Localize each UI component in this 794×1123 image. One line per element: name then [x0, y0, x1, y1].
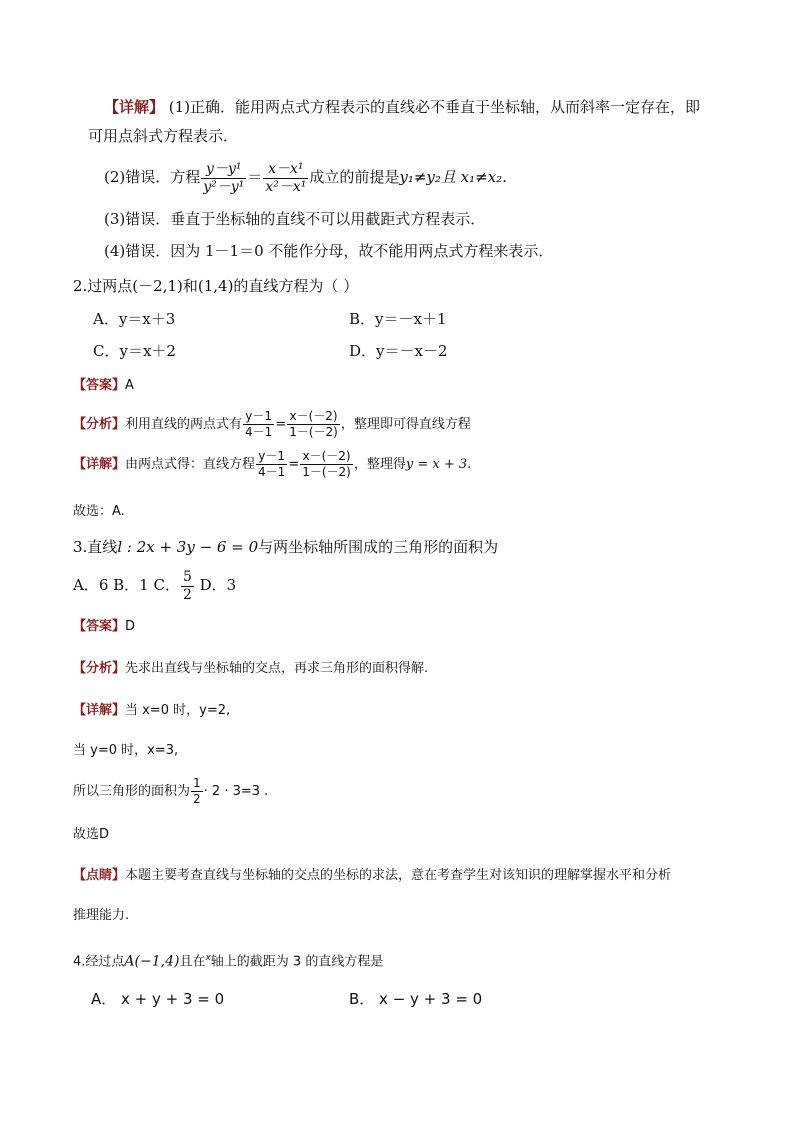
q3-analysis: 【分析】先求出直线与坐标轴的交点，再求三角形的面积得解. [73, 661, 429, 676]
detail1-line1 [104, 97, 700, 117]
q4-option-b[interactable]: B． x − y + 3 = 0 [349, 990, 483, 1008]
q3-options [73, 568, 236, 604]
q2-detail: 【详解】由两点式得：直线方程 $\frac{y-1}{4-1}$ = $\frac{x-(-2)}{1-(-2)}$ ，整理得y = x + 3. [73, 449, 472, 479]
condition-text: y₁≠y₂且 x₁≠x₂. [399, 168, 507, 186]
fraction: $\frac{\text{x－x¹}}{\text{x²－x¹}}$ [265, 160, 307, 195]
q2-stem: 2.过两点(－2,1)和(1,4)的直线方程为（ ） [73, 277, 359, 295]
q3-detail-1: 【详解】当 x=0 时，y=2, [73, 703, 231, 718]
fraction: $\frac{y-1}{4-1}$ [258, 449, 286, 479]
q2-option-d[interactable]: D．y＝－x－2 [349, 342, 448, 360]
q3-option-d[interactable]: D．3 [194, 576, 237, 594]
q3-stem: 3.直线l : 2x + 3y − 6 = 0与两坐标轴所围成的三角形的面积为 [73, 538, 499, 556]
detail1-line3 [104, 209, 485, 229]
detail1-line4 [104, 241, 553, 261]
detail-text: (2)错误．方程 [104, 168, 201, 186]
detail-label: 【详解】 [104, 98, 165, 116]
detail1-line2: (2)错误．方程 $\frac{\text{y－y¹}}{\text{y²－y¹}}$ ＝ $\frac{\text{x－x¹}}{\text{x²－x¹}}$ 成立的前提是y₁≠y₂且 x₁≠x₂. [104, 160, 507, 195]
detail-text: 可用点斜式方程表示． [88, 127, 239, 145]
fraction: $\frac{1}{2}$ [193, 776, 201, 806]
q2-option-c[interactable]: C．y＝x＋2 [93, 342, 176, 360]
q3-answer: 【答案】D [73, 619, 136, 634]
q2-option-a[interactable]: A．y＝x＋3 [93, 310, 176, 328]
q3-options-text[interactable]: A．6 B．1 C． [73, 576, 180, 594]
q4-stem: 4.经过点A(−1,4)且在$^x$轴上的截距为 3 的直线方程是 [73, 953, 384, 970]
detail-text: (1)正确．能用两点式方程表示的直线必不垂直于坐标轴，从而斜率一定存在，即 [168, 98, 701, 116]
q3-comment-1: 【点睛】本题主要考查直线与坐标轴的交点的坐标的求法，意在考查学生对该知识的理解掌握水平和分析 [73, 868, 672, 883]
q2-conclusion: 故选：A. [73, 504, 125, 519]
fraction: $\frac{x-(-2)}{1-(-2)}$ [289, 409, 338, 439]
fraction: $\frac{\text{y－y¹}}{\text{y²－y¹}}$ [203, 160, 245, 195]
detail-text: (3)错误．垂直于坐标轴的直线不可以用截距式方程表示． [104, 210, 486, 228]
fraction: $\frac{y-1}{4-1}$ [245, 409, 273, 439]
q3-detail-3: 所以三角形的面积为 $\frac{1}{2}$ · 2 · 3=3 . [73, 776, 269, 806]
q3-conclusion: 故选D [73, 827, 110, 842]
fraction: $\frac{5}{2}$ [182, 568, 192, 603]
q2-answer: 【答案】A [73, 378, 134, 393]
q3-comment-2: 推理能力. [73, 908, 130, 923]
detail-text: (4)错误．因为 1－1＝0 不能作分母，故不能用两点式方程来表示． [104, 242, 554, 260]
q4-option-a[interactable]: A． x + y + 3 = 0 [91, 990, 225, 1008]
q3-detail-2: 当 y=0 时，x=3, [73, 743, 179, 758]
equation: l : 2x + 3y − 6 = 0 [117, 538, 259, 556]
detail1-line1b [88, 126, 238, 146]
q2-option-b[interactable]: B．y＝－x＋1 [349, 310, 447, 328]
fraction: $\frac{x-(-2)}{1-(-2)}$ [302, 449, 351, 479]
q2-analysis: 【分析】利用直线的两点式有 $\frac{y-1}{4-1}$ = $\frac{x-(-2)}{1-(-2)}$ ，整理即可得直线方程 [73, 409, 471, 439]
